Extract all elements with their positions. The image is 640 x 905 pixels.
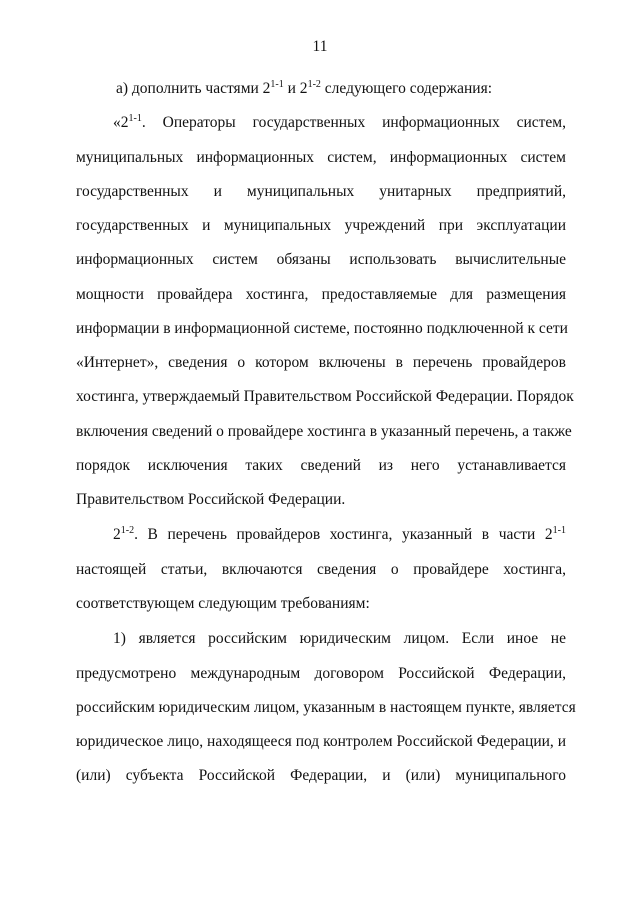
- page-number: 11: [312, 38, 328, 55]
- item-1-line: (или) субъекта Российской Федерации, и (или) муниципального: [76, 767, 566, 784]
- part-2-1-1-sup: 1-1: [128, 113, 142, 124]
- part-2-1-2-line: настоящей статьи, включаются сведения о провайдере хостинга,: [76, 561, 566, 578]
- amendment-intro-line: [116, 79, 566, 99]
- part-2-1-2-mid: . В перечень провайдеров хостинга, указанный в части 2: [134, 526, 553, 543]
- item-1-line: российским юридическим лицом, указанным в настоящем пункте, является: [76, 699, 576, 716]
- part-2-1-1-line: включения сведений о провайдере хостинга в указанный перечень, а также: [76, 423, 572, 440]
- amendment-intro-sup-2: 1-2: [307, 79, 321, 90]
- part-2-1-2-first-line: [113, 525, 566, 545]
- part-2-1-1-first-line-rest: . Операторы государственных информационных систем,: [141, 114, 566, 131]
- amendment-intro-prefix: а) дополнить частями 2: [116, 80, 271, 97]
- item-1-line: предусмотрено международным договором Российской Федерации,: [76, 665, 566, 682]
- amendment-intro-mid: и 2: [283, 80, 308, 97]
- part-2-1-1-line: муниципальных информационных систем, информационных систем: [76, 149, 566, 166]
- part-2-1-1-first-line: [113, 113, 566, 133]
- part-2-1-1-line: государственных и муниципальных учреждений при эксплуатации: [76, 217, 566, 234]
- amendment-intro-sup-1: 1-1: [270, 79, 284, 90]
- part-2-1-2-sup: 1-2: [120, 525, 135, 536]
- part-2-1-2-prefix: 2: [113, 526, 121, 543]
- part-2-1-1-line: «Интернет», сведения о котором включены в перечень провайдеров: [76, 354, 566, 371]
- part-2-1-2-last-line: соответствующем следующим требованиям:: [76, 595, 370, 612]
- part-2-1-1-line: мощности провайдера хостинга, предоставляемые для размещения: [76, 286, 566, 303]
- amendment-intro-suffix: следующего содержания:: [320, 80, 493, 97]
- part-2-1-1-line: информационных систем обязаны использовать вычислительные: [76, 251, 566, 268]
- part-2-1-1-line: информации в информационной системе, постоянно подключенной к сети: [76, 320, 568, 337]
- part-2-1-1-last-line: Правительством Российской Федерации.: [76, 491, 346, 508]
- part-2-1-1-prefix: «2: [113, 114, 129, 131]
- item-1-line: юридическое лицо, находящееся под контролем Российской Федерации, и: [76, 733, 566, 750]
- part-2-1-1-line: государственных и муниципальных унитарных предприятий,: [76, 183, 566, 200]
- part-2-1-1-line: хостинга, утверждаемый Правительством Российской Федерации. Порядок: [76, 388, 574, 405]
- part-2-1-2-ref-sup: 1-1: [552, 525, 566, 536]
- part-2-1-1-line: порядок исключения таких сведений из него устанавливается: [76, 457, 566, 474]
- item-1-first-line: 1) является российским юридическим лицом. Если иное не: [113, 630, 566, 647]
